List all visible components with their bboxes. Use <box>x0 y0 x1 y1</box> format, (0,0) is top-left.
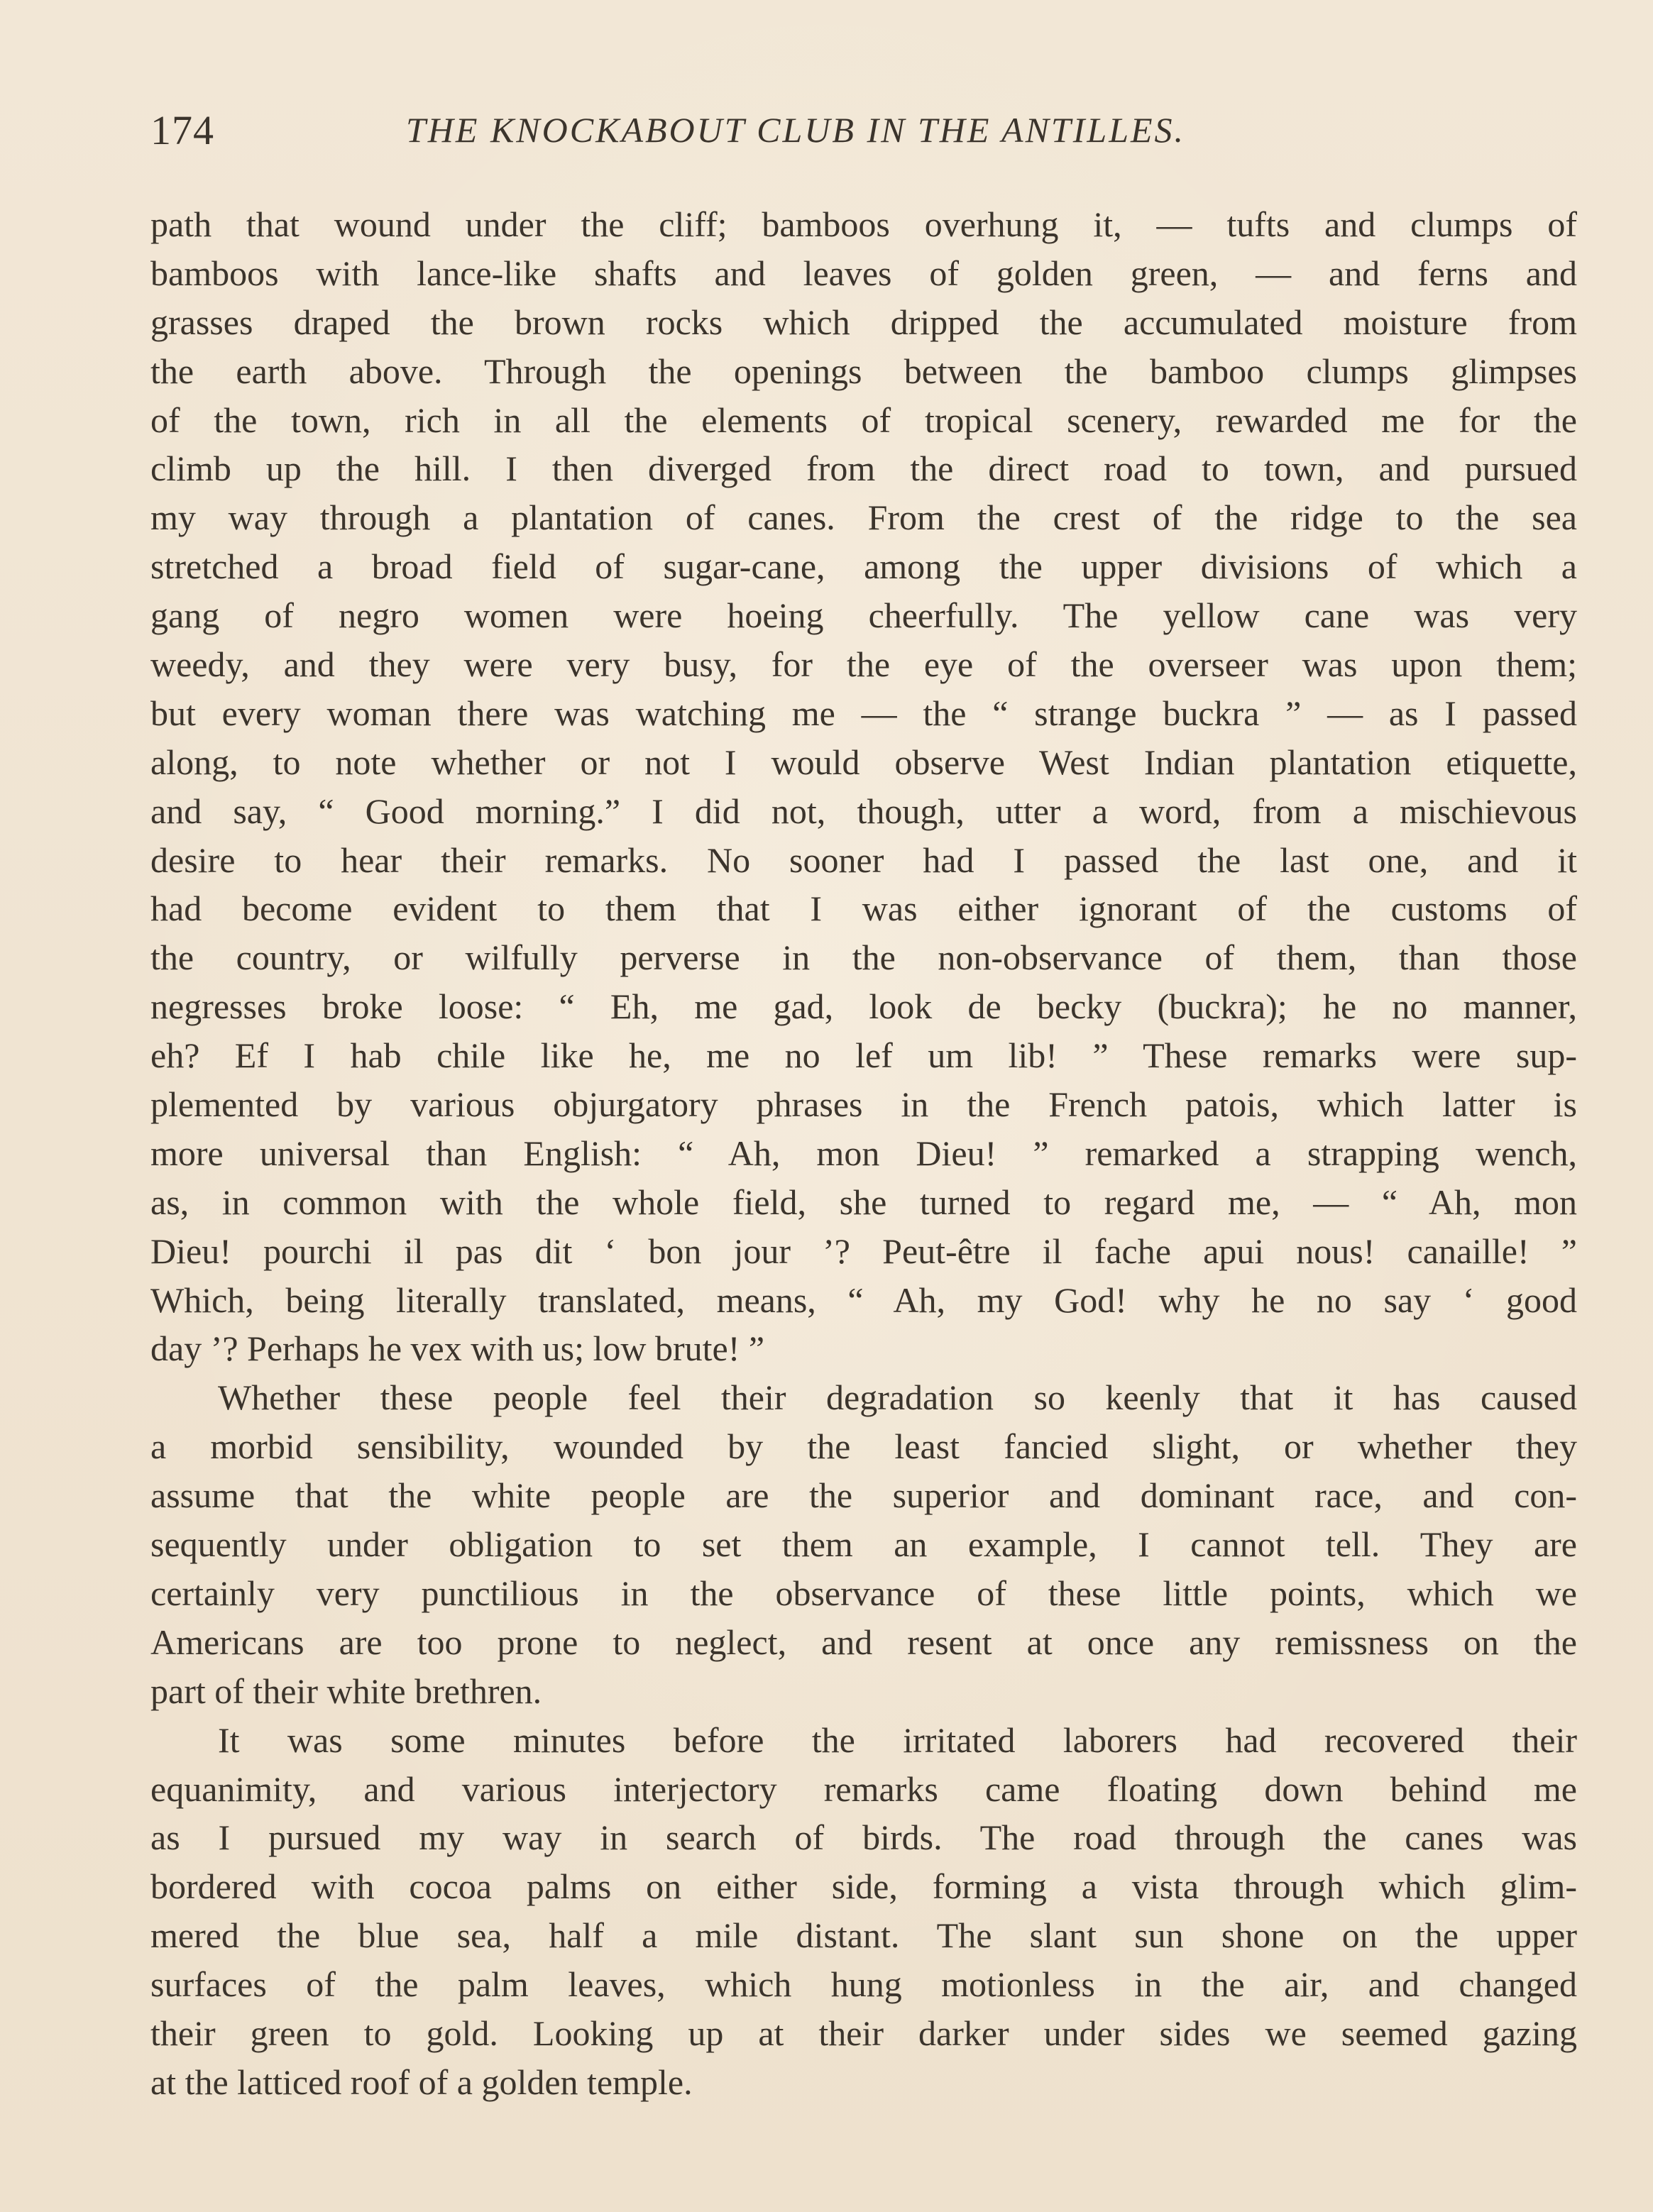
text-line: the earth above. Through the openings between the bamboo clumps glimpses <box>150 351 1577 391</box>
text-line: of the town, rich in all the elements of tropical scenery, rewarded me for the <box>150 400 1577 440</box>
page-number: 174 <box>150 107 214 153</box>
text-line: equanimity, and various interjectory remarks came floating down behind me <box>150 1768 1577 1809</box>
text-line: grasses draped the brown rocks which dripped the accumulated moisture from <box>150 302 1577 342</box>
text-line: Dieu! pourchi il pas dit ‘ bon jour ’? Peut-être il fache apui nous! canaille! ” <box>150 1231 1577 1271</box>
text-line: climb up the hill. I then diverged from the direct road to town, and pursued <box>150 449 1577 489</box>
paragraph-first-line: It was some minutes before the irritated laborers had recovered their <box>218 1719 1577 1760</box>
text-line: surfaces of the palm leaves, which hung motionless in the air, and changed <box>150 1964 1577 2005</box>
text-line: desire to hear their remarks. No sooner had I passed the last one, and it <box>150 840 1577 880</box>
paragraph-first-line: Whether these people feel their degradation so keenly that it has caused <box>218 1377 1577 1418</box>
text-line: and say, “ Good morning.” I did not, though, utter a word, from a mischievous <box>150 791 1577 831</box>
text-line: mered the blue sea, half a mile distant. The slant sun shone on the upper <box>150 1915 1577 1956</box>
text-line: gang of negro women were hoeing cheerfully. The yellow cane was very <box>150 595 1577 636</box>
text-line: as I pursued my way in search of birds. The road through the canes was <box>150 1817 1577 1858</box>
running-title: THE KNOCKABOUT CLUB IN THE ANTILLES. <box>406 110 1186 150</box>
text-line: negresses broke loose: “ Eh, me gad, look de becky (buckra); he no manner, <box>150 986 1577 1027</box>
paragraph-end-line: at the latticed roof of a golden temple. <box>150 2062 693 2102</box>
body-text <box>150 200 1577 2107</box>
text-line: stretched a broad field of sugar-cane, among the upper divisions of which a <box>150 546 1577 587</box>
text-line: their green to gold. Looking up at their darker under sides we seemed gazing <box>150 2013 1577 2053</box>
text-line: certainly very punctilious in the observance of these little points, which we <box>150 1573 1577 1613</box>
text-line: a morbid sensibility, wounded by the least fancied slight, or whether they <box>150 1426 1577 1467</box>
text-line: assume that the white people are the superior and dominant race, and con- <box>150 1475 1577 1516</box>
paragraph-end-line: part of their white brethren. <box>150 1671 542 1711</box>
text-line: along, to note whether or not I would observe West Indian plantation etiquette, <box>150 742 1577 782</box>
text-line: path that wound under the cliff; bamboos overhung it, — tufts and clumps of <box>150 204 1577 244</box>
text-line: my way through a plantation of canes. From the crest of the ridge to the sea <box>150 497 1577 538</box>
text-line: bamboos with lance-like shafts and leaves of golden green, — and ferns and <box>150 253 1577 293</box>
paragraph-end-line: day ’? Perhaps he vex with us; low brute! ” <box>150 1328 765 1369</box>
text-line: Which, being literally translated, means, “ Ah, my God! why he no say ‘ good <box>150 1280 1577 1320</box>
text-line: but every woman there was watching me — the “ strange buckra ” — as I passed <box>150 693 1577 733</box>
text-line: as, in common with the whole field, she turned to regard me, — “ Ah, mon <box>150 1182 1577 1222</box>
running-head <box>150 106 1343 156</box>
text-line: Americans are too prone to neglect, and resent at once any remissness on the <box>150 1622 1577 1662</box>
text-line: plemented by various objurgatory phrases in the French patois, which latter is <box>150 1084 1577 1125</box>
text-line: weedy, and they were very busy, for the eye of the overseer was upon them; <box>150 644 1577 685</box>
text-line: sequently under obligation to set them an example, I cannot tell. They are <box>150 1524 1577 1565</box>
text-line: more universal than English: “ Ah, mon Dieu! ” remarked a strapping wench, <box>150 1133 1577 1173</box>
text-line: had become evident to them that I was either ignorant of the customs of <box>150 888 1577 929</box>
text-line: eh? Ef I hab chile like he, me no lef um lib! ” These remarks were sup- <box>150 1035 1577 1076</box>
text-line: bordered with cocoa palms on either side, forming a vista through which glim- <box>150 1866 1577 1907</box>
text-line: the country, or wilfully perverse in the non-observance of them, than those <box>150 937 1577 978</box>
